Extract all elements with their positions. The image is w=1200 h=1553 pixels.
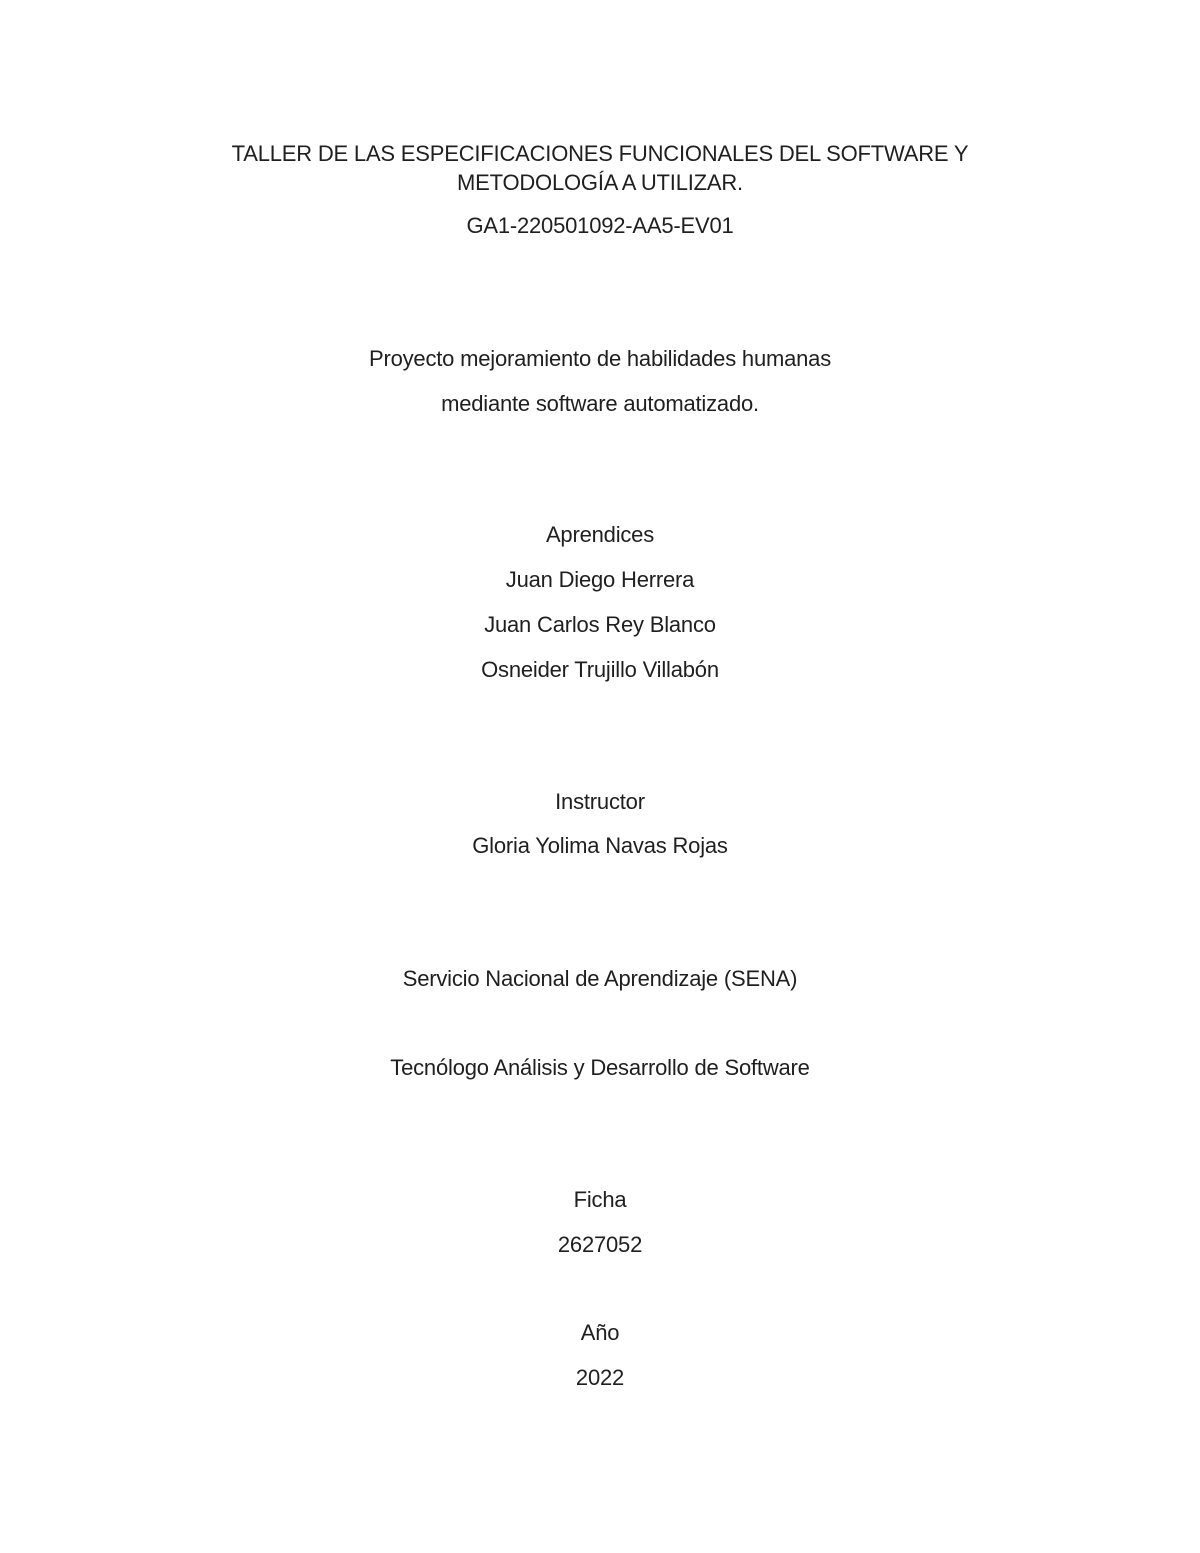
year-heading: Año [580,1320,620,1345]
document-title [0,139,1200,197]
instructor-heading: Instructor [555,789,645,814]
title-line-1: TALLER DE LAS ESPECIFICACIONES FUNCIONALES DEL SOFTWARE Y [231,141,969,166]
project-line-1: Proyecto mejoramiento de habilidades humanas [368,346,832,371]
apprentice-name: Juan Carlos Rey Blanco [484,612,716,637]
institution-name: Servicio Nacional de Aprendizaje (SENA) [402,966,798,991]
ficha-heading: Ficha [573,1187,627,1212]
ficha-number: 2627052 [557,1232,643,1257]
year-value: 2022 [575,1365,625,1390]
title-line-2: METODOLOGÍA A UTILIZAR. [457,170,743,195]
project-line-2: mediante software automatizado. [441,391,759,416]
document-code: GA1-220501092-AA5-EV01 [466,213,734,238]
instructor-name: Gloria Yolima Navas Rojas [472,833,728,858]
apprentices-heading: Aprendices [545,522,655,547]
program-name: Tecnólogo Análisis y Desarrollo de Software [390,1055,810,1080]
apprentice-name: Juan Diego Herrera [505,567,695,592]
apprentice-name: Osneider Trujillo Villabón [481,657,719,682]
